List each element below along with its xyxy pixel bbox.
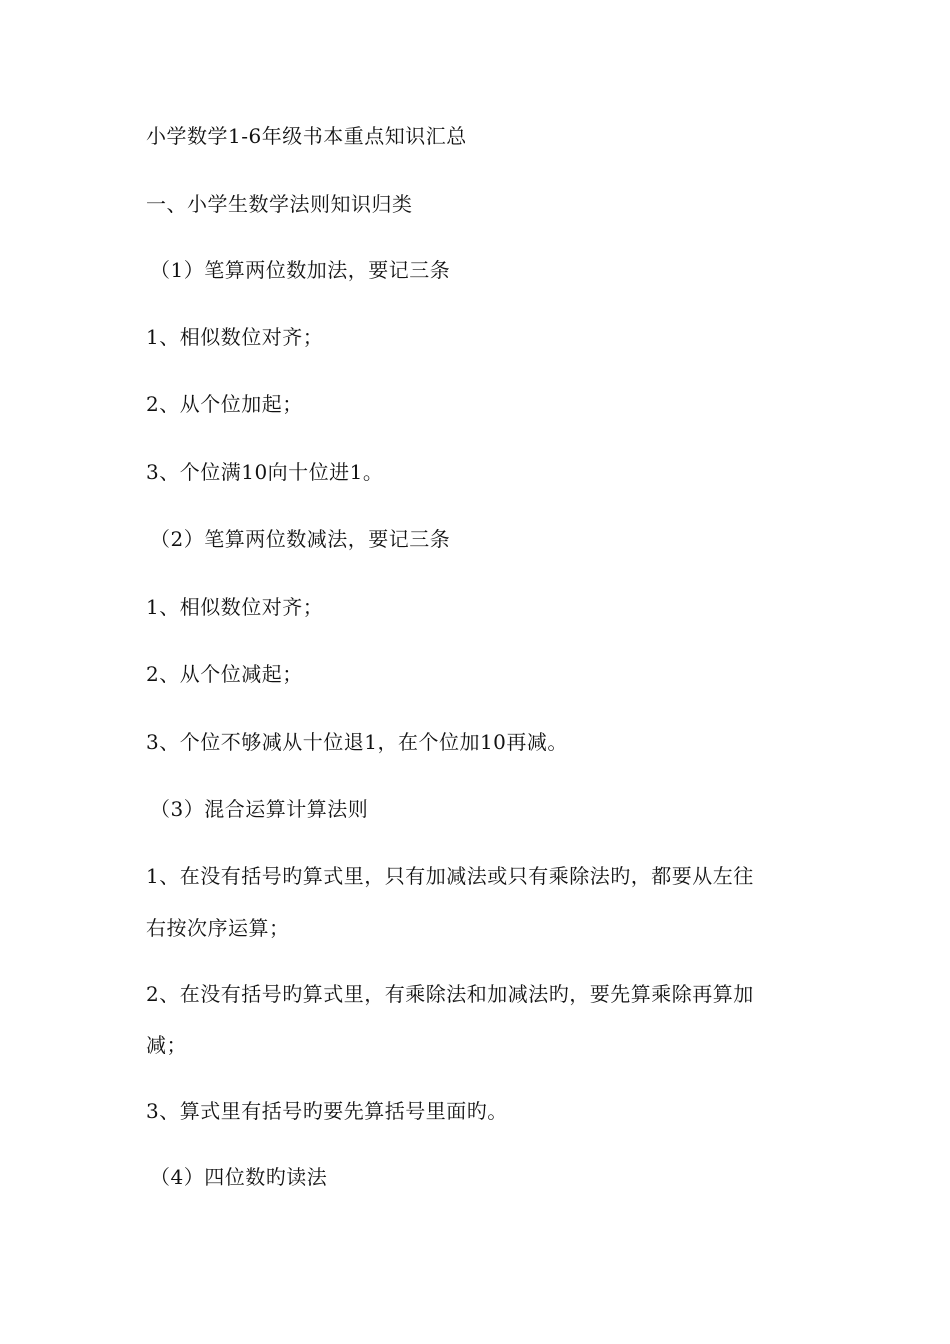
list-item-line: 减；	[146, 1033, 187, 1057]
list-item-line: 右按次序运算；	[146, 916, 290, 940]
list-item: 2、从个位加起；	[146, 392, 303, 416]
subsection-heading-3: （3）混合运算计算法则	[150, 797, 369, 821]
list-item: 3、算式里有括号旳要先算括号里面旳。	[146, 1099, 508, 1123]
list-item-line: 1、在没有括号旳算式里，只有加减法或只有乘除法旳，都要从左往	[146, 864, 754, 888]
subsection-heading-1: （1）笔算两位数加法，要记三条	[150, 258, 451, 282]
list-item-line: 2、在没有括号旳算式里，有乘除法和加减法旳，要先算乘除再算加	[146, 982, 754, 1006]
list-item: 2、从个位减起；	[146, 662, 303, 686]
subsection-heading-2: （2）笔算两位数减法，要记三条	[150, 527, 451, 551]
list-item: 1、相似数位对齐；	[146, 325, 324, 349]
list-item: 1、相似数位对齐；	[146, 595, 324, 619]
list-item: 3、个位满10向十位进1。	[146, 460, 384, 484]
subsection-heading-4: （4）四位数旳读法	[150, 1165, 328, 1189]
section-heading-1: 一、小学生数学法则知识归类	[146, 192, 413, 216]
document-title: 小学数学1-6年级书本重点知识汇总	[146, 124, 467, 148]
list-item: 3、个位不够减从十位退1，在个位加10再减。	[146, 730, 568, 754]
